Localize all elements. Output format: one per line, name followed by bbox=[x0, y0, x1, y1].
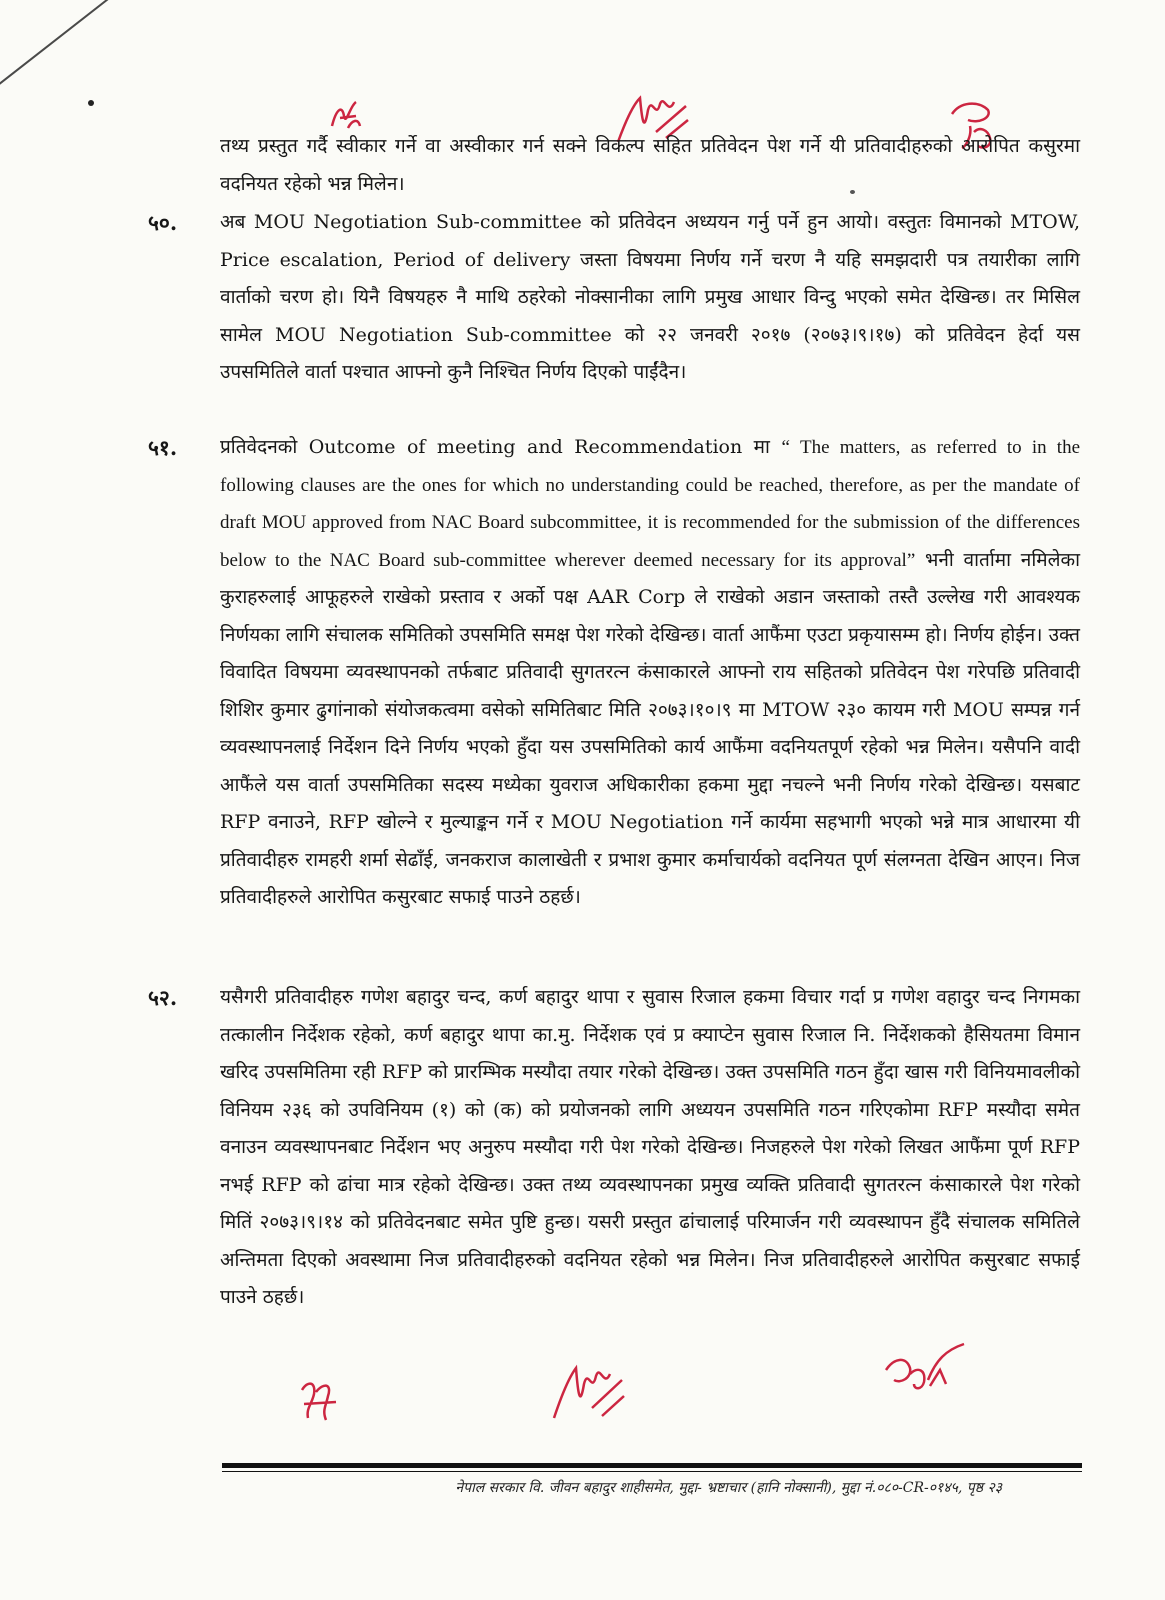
quoted-recommendation: “ The matters, as referred to in the following clauses are the ones for which no understanding could be reached, therefore, as per the mandate of draft MOU approved from NAC Board subcommittee, it is recommended for the submission of the differences below to the NAC Board sub-committee wherever deemed necessary for its approval” bbox=[220, 437, 1080, 571]
paragraph-number: ५१. bbox=[148, 435, 178, 460]
paragraph-51 bbox=[220, 429, 1080, 917]
signature-mark bbox=[548, 1358, 628, 1428]
scan-artifact-line bbox=[0, 0, 196, 92]
footer-citation: नेपाल सरकार वि. जीवन बहादुर शाहीसमेत, मुद्दा- भ्रष्टाचार (हानि नोक्सानी), मुद्दा नं.०८०-CR-०१४५, पृष्ठ २३ bbox=[455, 1480, 1002, 1496]
footer-rule-thin bbox=[222, 1471, 1082, 1472]
paragraph-number: ५०. bbox=[148, 210, 178, 235]
paragraph-50: अब MOU Negotiation Sub-committee को प्रतिवेदन अध्ययन गर्नु पर्ने हुन आयो। वस्तुतः विमानको MTOW, Price escalation, Period of delivery जस्ता विषयमा निर्णय गर्ने चरण नै यहि समझदारी पत्र तयारीका लागि वार्ताको चरण हो। यिनै विषयहरु नै माथि ठहरेको नोक्सानीका लागि प्रमुख आधार विन्दु भएको समेत देखिन्छ। तर मिसिल सामेल MOU Negotiation Sub-committee को २२ जनवरी २०१७ (२०७३।९।१७) को प्रतिवेदन हेर्दा यस उपसमितिले वार्ता पश्चात आफ्नो कुनै निश्चित निर्णय दिएको पाईंदैन। bbox=[220, 211, 1080, 383]
footer-rule bbox=[222, 1463, 1082, 1468]
paragraph-lead: प्रतिवेदनको Outcome of meeting and Recommendation मा bbox=[220, 436, 770, 458]
signature-mark bbox=[296, 1374, 346, 1424]
intro-paragraph: तथ्य प्रस्तुत गर्दै स्वीकार गर्ने वा अस्वीकार गर्न सक्ने विकल्प सहित प्रतिवेदन पेश गर्ने यी प्रतिवादीहरुको आरोपित कसुरमा वदनियत रहेको भन्न मिलेन। bbox=[220, 135, 1080, 195]
paragraph-text: भनी वार्तामा नमिलेका कुराहरुलाई आफूहरुले राखेको प्रस्ताव र अर्को पक्ष AAR Corp ले राखेको अडान जस्ताको तस्तै उल्लेख गरी आवश्यक निर्णयका लागि संचालक समितिको उपसमिति समक्ष पेश गरेको देखिन्छ। वार्ता आफैंमा एउटा प्रकृयासम्म हो। निर्णय होईन। उक्त विवादित विषयमा व्यवस्थापनको तर्फबाट प्रतिवादी सुगतरत्न कंसाकारले आफ्नो राय सहितको प्रतिवेदन पेश गरेपछि प्रतिवादी शिशिर कुमार ढुगांनाको संयोजकत्वमा वसेको समितिबाट मिति २०७३।१०।९ मा MTOW २३० कायम गरी MOU सम्पन्न गर्न व्यवस्थापनलाई निर्देशन दिने निर्णय भएको हुँदा यस उपसमितिको कार्य आफैंमा वदनियतपूर्ण रहेको भन्न मिलेन। यसैपनि वादी आफैंले यस वार्ता उपसमितिका सदस्य मध्येका युवराज अधिकारीका हकमा मुद्दा नचल्ने भनी निर्णय गरेको देखिन्छ। यसबाट RFP वनाउने, RFP खोल्ने र मुल्याङ्कन गर्ने र MOU Negotiation गर्ने कार्यमा सहभागी भएको भन्ने मात्र आधारमा यी प्रतिवादीहरु रामहरी शर्मा सेढाँई, जनकराज कालाखेती र प्रभाश कुमार कर्माचार्यको वदनियत पूर्ण संलग्नता देखिन आएन। निज प्रतिवादीहरुले आरोपित कसुरबाट सफाई पाउने ठहर्छ। bbox=[220, 548, 1080, 908]
paragraph-number: ५२. bbox=[148, 985, 178, 1010]
signature-mark bbox=[880, 1340, 970, 1400]
paragraph-52: यसैगरी प्रतिवादीहरु गणेश बहादुर चन्द, कर्ण बहादुर थापा र सुवास रिजाल हकमा विचार गर्दा प्र गणेश वहादुर चन्द निगमका तत्कालीन निर्देशक रहेको, कर्ण बहादुर थापा का.मु. निर्देशक एवं प्र क्याप्टेन सुवास रिजाल नि. निर्देशकको हैसियतमा विमान खरिद उपसमितिमा रही RFP को प्रारम्भिक मस्यौदा तयार गरेको देखिन्छ। उक्त उपसमिति गठन हुँदा खास गरी विनियमावलीको विनियम २३६ को उपविनियम (१) को (क) को प्रयोजनको लागि अध्ययन उपसमिति गठन गरिएकोमा RFP मस्यौदा समेत वनाउन व्यवस्थापनबाट निर्देशन भए अनुरुप मस्यौदा गरी पेश गरेको देखिन्छ। निजहरुले पेश गरेको लिखत आफैंमा पूर्ण RFP नभई RFP को ढांचा मात्र रहेको देखिन्छ। उक्त तथ्य व्यवस्थापनका प्रमुख व्यक्ति प्रतिवादी सुगतरत्न कंसाकारले पेश गरेको मितिं २०७३।९।१४ को प्रतिवेदनबाट समेत पुष्टि हुन्छ। यसरी प्रस्तुत ढांचालाई परिमार्जन गरी व्यवस्थापन हुँदै संचालक समितिले अन्तिमता दिएको अवस्थामा निज प्रतिवादीहरुको वदनियत रहेको भन्न मिलेन। निज प्रतिवादीहरुले आरोपित कसुरबाट सफाई पाउने ठहर्छ। bbox=[220, 986, 1080, 1308]
scan-artifact-dot bbox=[88, 100, 94, 106]
